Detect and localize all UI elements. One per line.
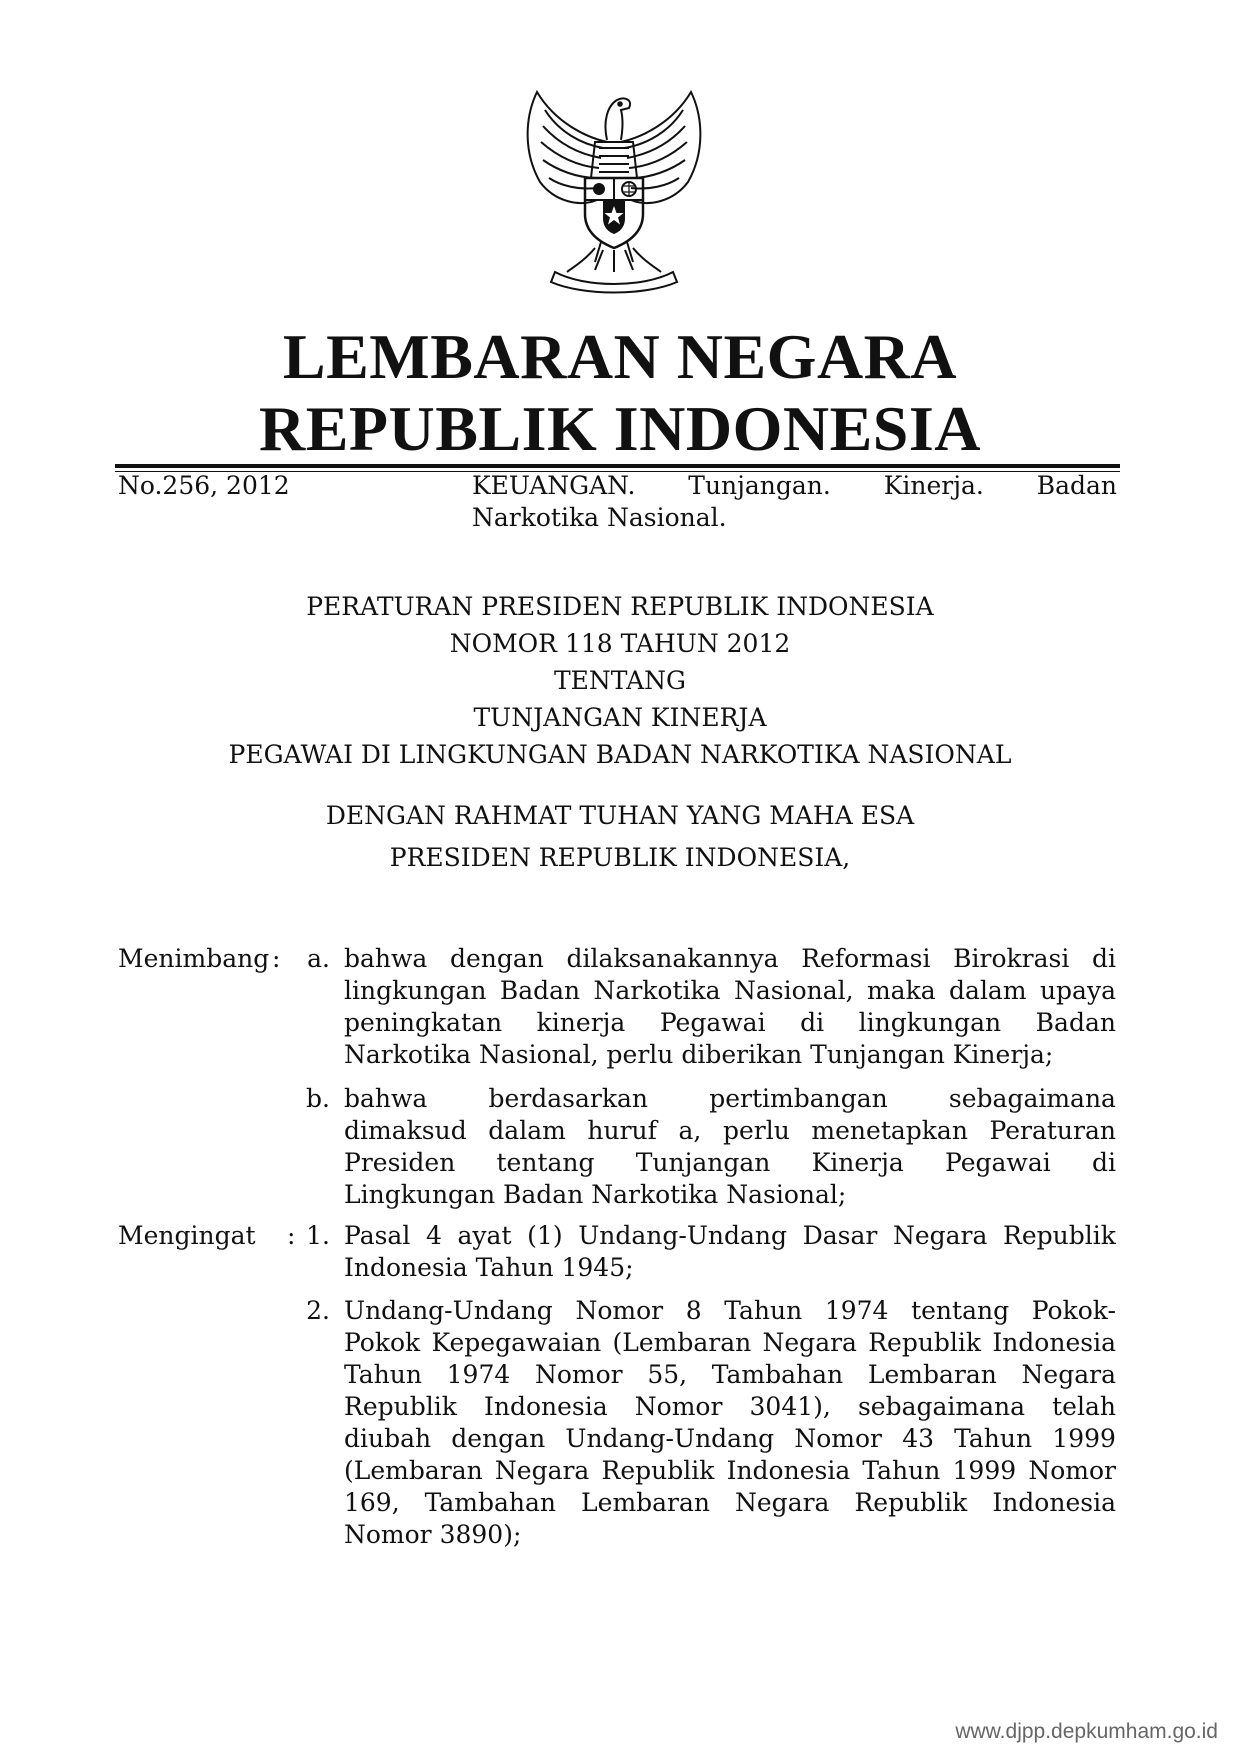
word: Badan	[1036, 471, 1117, 500]
word: 8	[685, 1296, 702, 1325]
text-line	[344, 975, 1116, 1007]
word: Tahun	[862, 1456, 941, 1485]
word: 1974	[446, 1360, 511, 1389]
word: dalam	[488, 1116, 566, 1145]
word: tentang	[496, 1148, 595, 1177]
word: Tahun	[344, 1360, 422, 1389]
word: pertimbangan	[709, 1084, 888, 1113]
word: a,	[678, 1116, 702, 1145]
regulation-title-line: NOMOR 118 TAHUN 2012	[449, 629, 791, 658]
gazette-subject	[472, 470, 1117, 534]
word: Tahun	[724, 1296, 803, 1325]
word: bahwa	[344, 944, 428, 973]
word: berdasarkan	[488, 1084, 649, 1113]
word: di	[800, 1008, 825, 1037]
word: Negara	[1021, 1360, 1116, 1389]
word: Indonesia	[992, 1488, 1116, 1517]
garuda-emblem-icon	[515, 82, 713, 296]
regulation-title-line: TENTANG	[553, 666, 686, 695]
word: Kinerja	[811, 1148, 904, 1177]
word: ayat	[457, 1221, 512, 1250]
word: Dasar	[802, 1221, 878, 1250]
word: dilaksanakannya	[566, 944, 779, 973]
word: Pokok	[344, 1328, 421, 1357]
regulation-title-line: TUNJANGAN KINERJA	[473, 703, 767, 732]
masthead-rule-thick	[115, 464, 1120, 468]
gazette-number: No.256, 2012	[118, 471, 290, 500]
word: dengan	[451, 1424, 546, 1453]
mengingat-colon: :	[287, 1221, 296, 1250]
word: Narkotika	[593, 976, 721, 1005]
word: dimaksud	[344, 1116, 467, 1145]
text-line	[344, 1423, 1116, 1455]
opening-line: PRESIDEN REPUBLIK INDONESIA,	[389, 843, 851, 872]
text-line	[344, 1359, 1116, 1391]
word: Presiden	[344, 1148, 456, 1177]
word: peningkatan	[344, 1008, 503, 1037]
menimbang-label: Menimbang	[118, 944, 270, 973]
word: Badan	[499, 976, 581, 1005]
text-line	[344, 1295, 1116, 1327]
text-line: Indonesia Tahun 1945;	[344, 1253, 634, 1282]
word: tentang	[911, 1296, 1010, 1325]
word: Republik	[601, 1456, 715, 1485]
word: 43	[902, 1424, 934, 1453]
word: Indonesia	[726, 1456, 851, 1485]
word: Pasal	[344, 1221, 411, 1250]
word: Undang-Undang	[578, 1221, 788, 1250]
word: kinerja	[536, 1008, 626, 1037]
text-line	[344, 1007, 1116, 1039]
text-line	[344, 1115, 1116, 1147]
opening-formula	[0, 795, 1240, 879]
word: Tambahan	[711, 1360, 844, 1389]
word: Tambahan	[424, 1488, 557, 1517]
word: dalam	[949, 976, 1027, 1005]
word: Indonesia	[483, 1392, 608, 1421]
word: bahwa	[344, 1084, 428, 1113]
mengingat-label: Mengingat	[118, 1221, 256, 1250]
text-line	[344, 1327, 1116, 1359]
text-line	[344, 1487, 1116, 1519]
word: Kinerja.	[883, 471, 984, 500]
word: dengan	[449, 944, 544, 973]
word: Peraturan	[989, 1116, 1116, 1145]
word: Pegawai	[945, 1148, 1051, 1177]
word: 4	[425, 1221, 442, 1250]
word: Reformasi	[801, 944, 931, 973]
text-line	[344, 1455, 1116, 1487]
word: Republik	[344, 1392, 457, 1421]
gazette-subject-line1	[472, 470, 1117, 502]
menimbang-item-marker: b.	[306, 1084, 330, 1113]
word: Indonesia	[992, 1328, 1116, 1357]
word: perlu	[722, 1116, 790, 1145]
word: 1999	[952, 1456, 1017, 1485]
word: Republik	[868, 1328, 982, 1357]
word: Pokok-	[1031, 1296, 1116, 1325]
footer-source-url: www.djpp.depkumham.go.id	[955, 1720, 1218, 1743]
gazette-subject-line2: Narkotika Nasional.	[472, 503, 727, 532]
regulation-title-line: PERATURAN PRESIDEN REPUBLIK INDONESIA	[306, 592, 934, 621]
word: Nasional,	[733, 976, 854, 1005]
masthead-title-line2: REPUBLIK INDONESIA	[258, 393, 982, 464]
word: Nomor	[1028, 1456, 1116, 1485]
word: Nomor	[534, 1360, 623, 1389]
word: (Lembaran	[344, 1456, 483, 1485]
regulation-title-line: PEGAWAI DI LINGKUNGAN BADAN NARKOTIKA NASIONAL	[228, 740, 1012, 769]
word: di	[1091, 944, 1116, 973]
text-line: Nomor 3890);	[344, 1520, 522, 1549]
word: (1)	[527, 1221, 563, 1250]
regulation-title	[0, 588, 1240, 773]
word: Negara	[494, 1456, 590, 1485]
word: Negara	[892, 1221, 988, 1250]
word: KEUANGAN.	[472, 471, 636, 500]
word: maka	[866, 976, 936, 1005]
word: Undang-Undang	[565, 1424, 775, 1453]
word: Negara	[735, 1488, 830, 1517]
word: Undang-Undang	[344, 1296, 553, 1325]
word: Badan	[1035, 1008, 1116, 1037]
text-line: Lingkungan Badan Narkotika Nasional;	[344, 1180, 847, 1209]
menimbang-item-a	[344, 943, 1116, 1071]
mengingat-item-1	[344, 1220, 1116, 1284]
menimbang-item-marker: a.	[307, 944, 330, 973]
word: 3041),	[749, 1392, 831, 1421]
opening-line: DENGAN RAHMAT TUHAN YANG MAHA ESA	[325, 801, 915, 830]
menimbang-item-b	[344, 1083, 1116, 1211]
word: Nomor	[575, 1296, 664, 1325]
word: Nomor	[794, 1424, 883, 1453]
word: Tunjangan.	[688, 471, 831, 500]
text-line	[344, 1083, 1116, 1115]
word: sebagaimana	[857, 1392, 1026, 1421]
text-line	[344, 1391, 1116, 1423]
word: lingkungan	[858, 1008, 1002, 1037]
word: Nomor	[634, 1392, 723, 1421]
word: Lembaran	[581, 1488, 711, 1517]
text-line	[344, 943, 1116, 975]
word: sebagaimana	[948, 1084, 1116, 1113]
word: 1974	[824, 1296, 889, 1325]
word: lingkungan	[344, 976, 487, 1005]
word: upaya	[1039, 976, 1116, 1005]
word: Republik	[1003, 1221, 1116, 1250]
word: Lembaran	[867, 1360, 997, 1389]
text-line: Narkotika Nasional, perlu diberikan Tunjangan Kinerja;	[344, 1040, 1054, 1069]
word: 55,	[647, 1360, 688, 1389]
word: 169,	[344, 1488, 400, 1517]
word: Pegawai	[659, 1008, 766, 1037]
text-line	[344, 1220, 1116, 1252]
mengingat-item-marker: 2.	[306, 1296, 330, 1325]
word: huruf	[587, 1116, 657, 1145]
menimbang-colon: :	[272, 944, 281, 973]
word: di	[1091, 1148, 1116, 1177]
word: Tahun	[954, 1424, 1033, 1453]
word: telah	[1052, 1392, 1116, 1421]
masthead-title-line1: LEMBARAN NEGARA	[282, 321, 958, 392]
word: (Lembaran	[612, 1328, 752, 1357]
word: Tunjangan	[635, 1148, 771, 1177]
word: diubah	[344, 1424, 432, 1453]
mengingat-item-marker: 1.	[306, 1221, 330, 1250]
word: 1999	[1052, 1424, 1116, 1453]
mengingat-item-2	[344, 1295, 1116, 1551]
word: Negara	[762, 1328, 857, 1357]
word: Kepegawaian	[431, 1328, 602, 1357]
word: menetapkan	[811, 1116, 968, 1145]
text-line	[344, 1147, 1116, 1179]
word: Birokrasi	[953, 944, 1070, 973]
word: Republik	[854, 1488, 968, 1517]
